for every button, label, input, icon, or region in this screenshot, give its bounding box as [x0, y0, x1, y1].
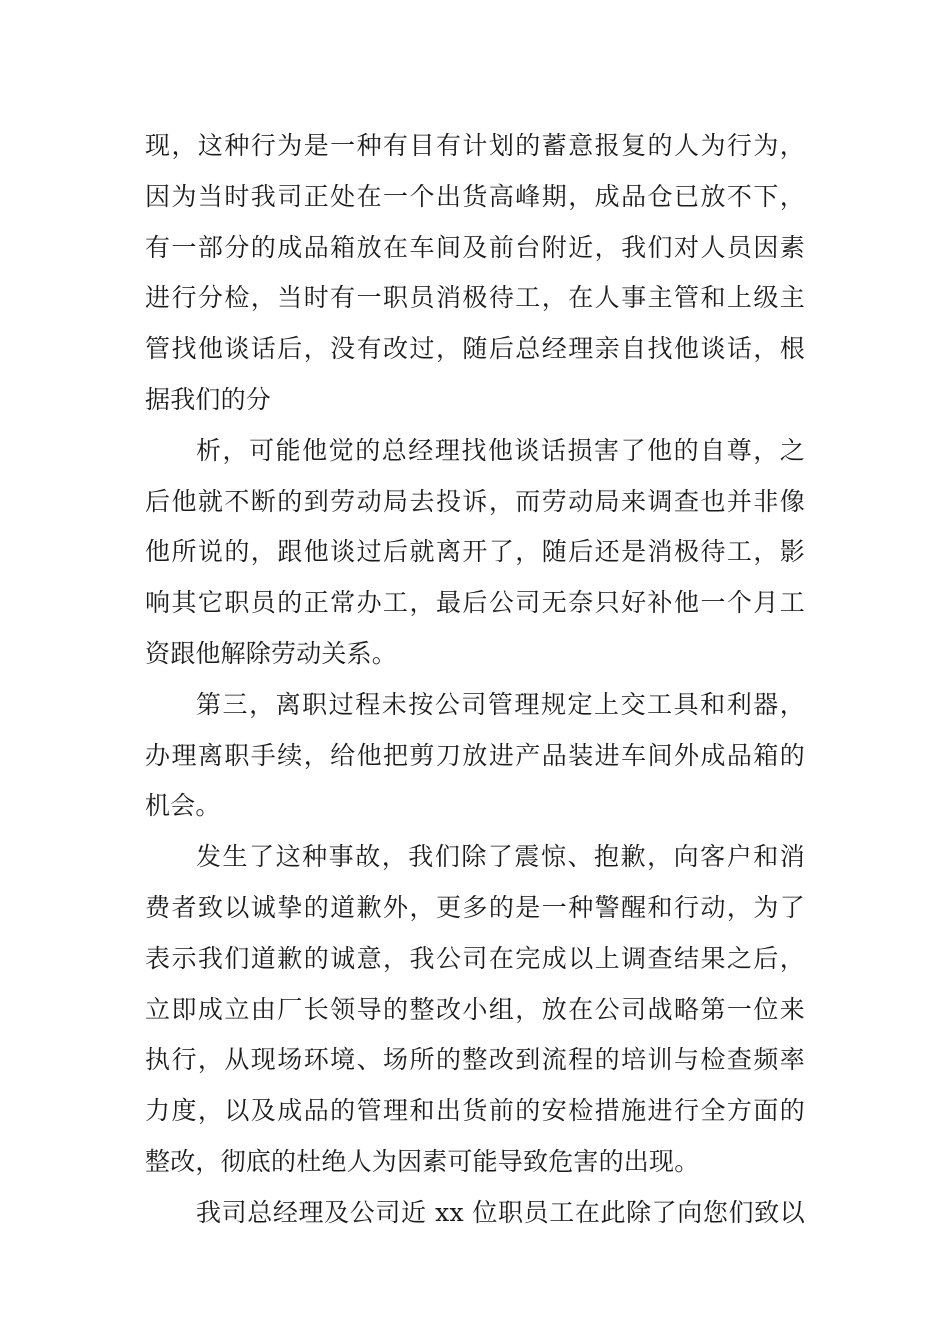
text-line: 力度，以及成品的管理和出货前的安检措施进行全方面的	[145, 1096, 805, 1126]
document-body	[145, 121, 805, 1239]
text-line: 机会。	[145, 791, 221, 821]
text-line: 后他就不断的到劳动局去投诉，而劳动局来调查也并非像	[145, 486, 805, 516]
text-line: 办理离职手续，给他把剪刀放进产品装进车间外成品箱的	[145, 740, 805, 770]
text-line: 发生了这种事故，我们除了震惊、抱歉，向客户和消	[196, 842, 805, 872]
text-line: 整改，彻底的杜绝人为因素可能导致危害的出现。	[145, 1146, 700, 1176]
text-line: 因为当时我司正处在一个出货高峰期，成品仓已放不下，	[145, 181, 805, 211]
text-line: 进行分检，当时有一职员消极待工，在人事主管和上级主	[145, 283, 805, 313]
text-line: 立即成立由厂长领导的整改小组，放在公司战略第一位来	[145, 994, 805, 1024]
text-line: 第三，离职过程未按公司管理规定上交工具和利器，	[196, 689, 805, 719]
text-line: 有一部分的成品箱放在车间及前台附近，我们对人员因素	[145, 232, 805, 262]
text-line: 表示我们道歉的诚意，我公司在完成以上调查结果之后，	[145, 943, 805, 973]
text-line: 响其它职员的正常办工，最后公司无奈只好补他一个月工	[145, 588, 805, 618]
text-line: 析，可能他觉的总经理找他谈话损害了他的自尊，之	[196, 435, 805, 465]
text-line: 执行，从现场环境、场所的整改到流程的培训与检查频率	[145, 1045, 805, 1075]
text-line: 管找他谈话后，没有改过，随后总经理亲自找他谈话，根	[145, 334, 805, 364]
text-line: 他所说的，跟他谈过后就离开了，随后还是消极待工，影	[145, 537, 805, 567]
text-line: 据我们的分	[145, 384, 272, 414]
text-line: 现，这种行为是一种有目有计划的蓄意报复的人为行为，	[145, 131, 805, 160]
text-line: 资跟他解除劳动关系。	[145, 638, 398, 668]
text-line: 费者致以诚挚的道歉外，更多的是一种警醒和行动，为了	[145, 892, 805, 922]
text-line: 我司总经理及公司近 xx 位职员工在此除了向您们致以	[196, 1197, 805, 1227]
